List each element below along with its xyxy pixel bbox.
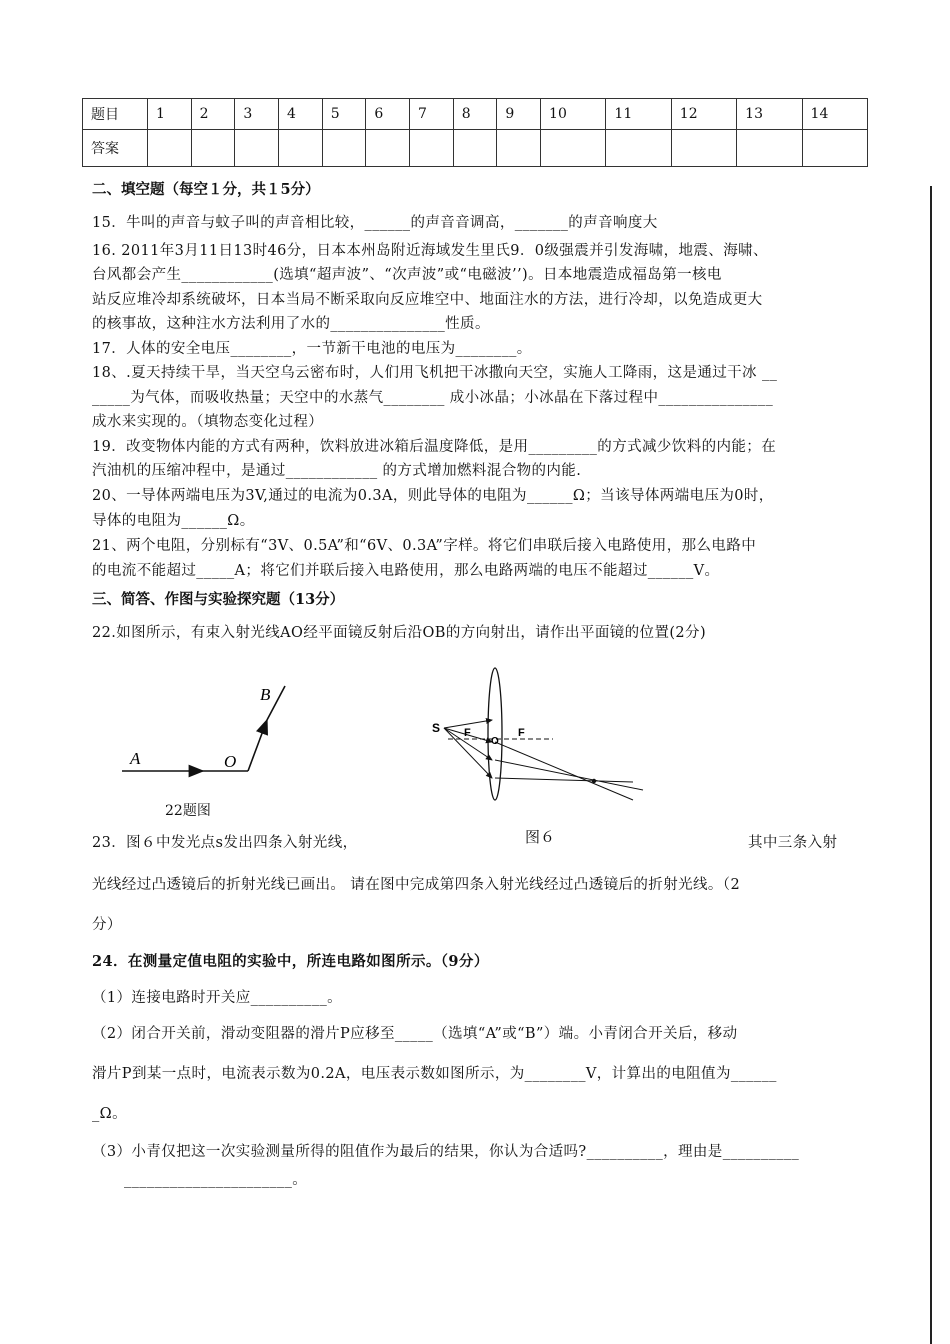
answer-cell[interactable] <box>541 130 606 167</box>
question-24-part3-line2: ______________________。 <box>124 1172 308 1188</box>
question-20-line2: 导体的电阻为______Ω。 <box>92 513 255 529</box>
figure-22-caption: 22题图 <box>165 803 211 819</box>
question-23-line3: 分） <box>92 917 122 933</box>
answer-cell[interactable] <box>671 130 736 167</box>
table-row <box>83 130 868 167</box>
question-23-line2: 光线经过凸透镜后的折射光线已画出。 请在图中完成第四条入射光线经过凸透镜后的折射光线。（2 <box>92 877 741 893</box>
label-o-lens: O <box>491 736 499 747</box>
question-16-line1: 16. 2011年3月11日13时46分，日本本州岛附近海域发生里氏9．0级强震并引发海啸，地震、海啸、 <box>92 243 768 259</box>
question-22: 22.如图所示，有束入射光线AO经平面镜反射后沿OB的方向射出，请作出平面镜的位置(2分) <box>92 625 706 641</box>
answer-cell[interactable] <box>606 130 671 167</box>
question-18-line2: _____为气体，而吸收热量；天空中的水蒸气________ 成小冰晶；小冰晶在下落过程中_______________ <box>92 390 774 406</box>
question-16-line2: 台风都会产生____________(选填“超声波”、“次声波”或“电磁波’’)。日本地震造成福岛第一核电 <box>92 267 722 283</box>
question-16-line3: 站反应堆冷却系统破坏，日本当局不断采取向反应堆空中、地面注水的方法，进行冷却，以免造成更大 <box>92 292 763 308</box>
question-15: 15．牛叫的声音与蚊子叫的声音相比较，______的声音音调高，_______的声音响度大 <box>92 215 658 231</box>
label-o: O <box>224 752 237 771</box>
table-cell: 2 <box>191 99 235 130</box>
question-20-line1: 20、一导体两端电压为3V,通过的电流为0.3A，则此导体的电阻为______Ω；当该导体两端电压为0时， <box>92 488 774 504</box>
table-cell: 10 <box>541 99 606 130</box>
table-cell: 13 <box>737 99 802 130</box>
answer-cell[interactable] <box>410 130 454 167</box>
figure-6-convex-lens <box>428 664 648 814</box>
question-17: 17．人体的安全电压________，一节新干电池的电压为________。 <box>92 341 532 357</box>
lens <box>488 668 502 800</box>
figure-22-reflection <box>110 680 310 790</box>
question-19-line2: 汽油机的压缩冲程中，是通过____________ 的方式增加燃料混合物的内能. <box>92 463 582 479</box>
question-23-line1-left: 23．图６中发光点s发出四条入射光线， <box>92 835 358 851</box>
label-s: S <box>432 721 441 735</box>
section-heading-fill-blank: 二、填空题（每空１分，共１5分） <box>92 181 320 198</box>
refracted-ray-3 <box>495 778 633 782</box>
label-b: B <box>260 685 271 704</box>
reflected-ray-ob <box>248 720 267 771</box>
table-cell: 4 <box>279 99 323 130</box>
refracted-ray-2 <box>495 760 643 790</box>
figure-6-caption: 图６ <box>525 828 556 846</box>
question-24-part2-line1: （2）闭合开关前，滑动变阻器的滑片P应移至_____（选填“A”或“B”）端。小青闭合开关后，移动 <box>92 1026 738 1042</box>
question-24-part1: （1）连接电路时开关应__________。 <box>92 990 343 1006</box>
question-23-line1-right: 其中三条入射 <box>748 835 838 851</box>
table-row <box>83 99 868 130</box>
label-f-left: F <box>464 727 471 739</box>
question-18-line3: 成水来实现的。（填物态变化过程） <box>92 414 324 430</box>
question-24-part3-line1: （3）小青仅把这一次实验测量所得的阻值作为最后的结果，你认为合适吗?__________，理由是__________ <box>92 1144 800 1160</box>
table-cell: 1 <box>148 99 192 130</box>
table-cell: 3 <box>235 99 279 130</box>
image-point <box>592 779 596 783</box>
page-right-rule <box>930 186 932 1344</box>
table-cell: 6 <box>366 99 410 130</box>
answer-cell[interactable] <box>802 130 867 167</box>
answer-cell[interactable] <box>453 130 497 167</box>
question-21-line1: 21、两个电阻，分别标有“3V、0.5A”和“6V、0.3A”字样。将它们串联后接入电路使用，那么电路中 <box>92 538 757 554</box>
table-cell: 12 <box>671 99 736 130</box>
question-24: 24．在测量定值电阻的实验中，所连电路如图所示。（9分） <box>92 953 489 970</box>
table-cell: 7 <box>410 99 454 130</box>
answer-cell[interactable] <box>366 130 410 167</box>
label-a: A <box>130 749 141 768</box>
section-heading-experiment: 三、简答、作图与实验探究题（13分） <box>92 591 345 608</box>
question-21-line2: 的电流不能超过_____A；将它们并联后接入电路使用，那么电路两端的电压不能超过______V。 <box>92 563 720 579</box>
answer-cell[interactable] <box>497 130 541 167</box>
answer-cell[interactable] <box>322 130 366 167</box>
answer-table <box>82 98 868 167</box>
label-f-right: F <box>518 727 525 739</box>
question-18-line1: 18、.夏天持续干旱，当天空乌云密布时，人们用飞机把干冰撒向天空，实施人工降雨，这是通过干冰 __ <box>92 365 778 381</box>
question-24-part2-line3: _Ω。 <box>92 1106 127 1122</box>
answer-cell[interactable] <box>191 130 235 167</box>
question-19-line1: 19．改变物体内能的方式有两种，饮料放进冰箱后温度降低，是用_________的方式减少饮料的内能；在 <box>92 439 777 455</box>
refracted-ray-1 <box>495 742 633 800</box>
answer-cell[interactable] <box>279 130 323 167</box>
question-16-line4: 的核事故，这种注水方法利用了水的_______________性质。 <box>92 316 490 332</box>
table-cell: 答案 <box>83 130 148 167</box>
table-cell: 11 <box>606 99 671 130</box>
table-cell: 9 <box>497 99 541 130</box>
table-cell: 8 <box>453 99 497 130</box>
answer-cell[interactable] <box>148 130 192 167</box>
answer-cell[interactable] <box>235 130 279 167</box>
answer-cell[interactable] <box>737 130 802 167</box>
table-cell: 5 <box>322 99 366 130</box>
table-cell: 题目 <box>83 99 148 130</box>
table-cell: 14 <box>802 99 867 130</box>
question-24-part2-line2: 滑片P到某一点时，电流表示数为0.2A，电压表示数如图所示，为________V，计算出的电阻值为______ <box>92 1066 777 1082</box>
